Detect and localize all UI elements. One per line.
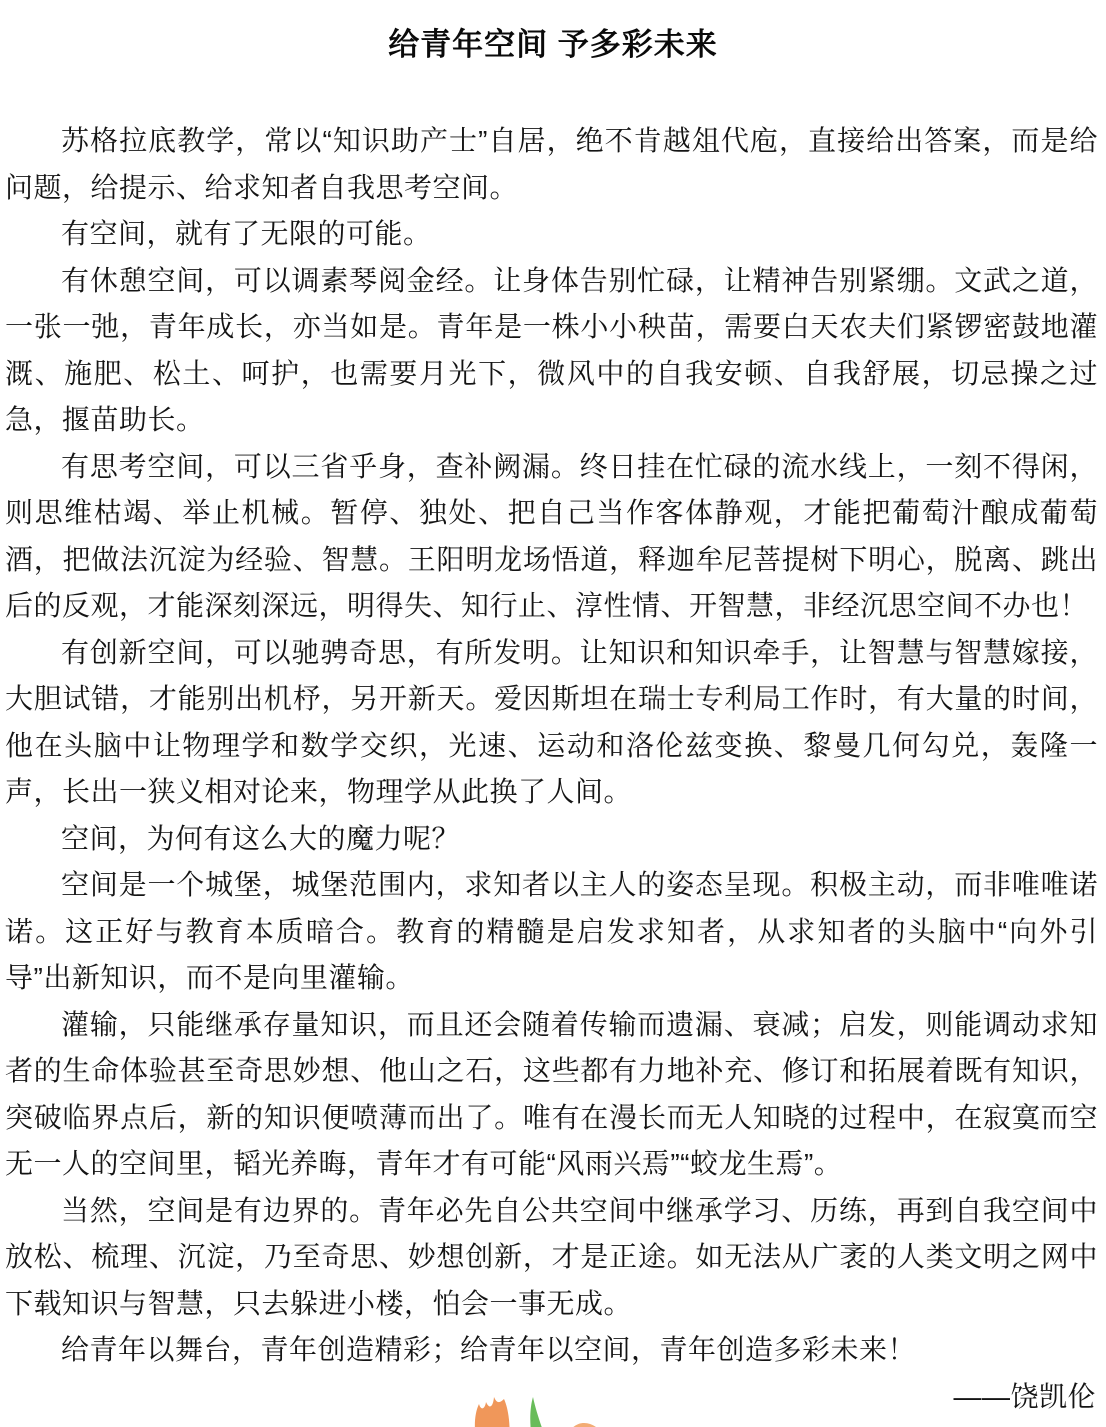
paragraph-socrates: 苏格拉底教学，常以“知识助产士”自居，绝不肯越俎代庖，直接给出答案，而是给问题，给提示、给求知者自我思考空间。 (5, 125, 1098, 203)
paragraph-boundary: 当然，空间是有边界的。青年必先自公共空间中继承学习、历练，再到自我空间中放松、梳理、沉淀，乃至奇思、妙想创新，才是正途。如无法从广袤的人类文明之网中下载知识与智慧，只去躲进小楼，怕会一事无成。 (5, 1194, 1098, 1319)
author-signature: ——饶凯伦 (953, 1380, 1096, 1412)
paragraph-thinking-space: 有思考空间，可以三省乎身，查补阙漏。终日挂在忙碌的流水线上，一刻不得闲，则思维枯竭、举止机械。暂停、独处、把自己当作客体静观，才能把葡萄汁酿成葡萄酒，把做法沉淀为经验、智慧。王阳明龙场悟道，释迦牟尼菩提树下明心，脱离、跳出后的反观，才能深刻深远，明得失、知行止、淳性情、开智慧，非经沉思空间不办也！ (5, 450, 1098, 621)
tulip-petal-small-shape (567, 1423, 596, 1427)
page-title: 给青年空间 予多彩未来 (388, 27, 718, 62)
document-body (0, 118, 1106, 1374)
paragraph-innovation-space: 有创新空间，可以驰骋奇思，有所发明。让知识和知识牵手，让智慧与智慧嫁接，大胆试错，才能别出机杼，另开新天。爱因斯坦在瑞士专利局工作时，有大量的时间，他在头脑中让物理学和数学交织，光速、运动和洛伦兹变换、黎曼几何勾兑，轰隆一声，长出一狭义相对论来，物理学从此换了人间。 (5, 636, 1098, 807)
paragraph-magic-question: 空间，为何有这么大的魔力呢？ (61, 822, 461, 854)
paragraph-space-possibility: 有空间，就有了无限的可能。 (61, 218, 432, 249)
paragraph-castle: 空间是一个城堡，城堡范围内，求知者以主人的姿态呈现。积极主动，而非唯唯诺诺。这正好与教育本质暗合。教育的精髓是启发求知者，从求知者的头脑中“向外引导”出新知识，而不是向里灌输。 (5, 869, 1098, 993)
paragraph-conclusion: 给青年以舞台，青年创造精彩；给青年以空间，青年创造多彩未来！ (61, 1334, 917, 1365)
paragraph-infusion-vs-inspiration: 灌输，只能继承存量知识，而且还会随着传输而遗漏、衰减；启发，则能调动求知者的生命体验甚至奇思妙想、他山之石，这些都有力地补充、修订和拓展着既有知识，突破临界点后，新的知识便喷薄而出了。唯有在漫长而无人知晓的过程中，在寂寞而空无一人的空间里，韬光养晦，青年才有可能“风雨兴焉”“蛟龙生焉”。 (5, 1008, 1098, 1179)
paragraph-rest-space: 有休憩空间，可以调素琴阅金经。让身体告别忙碌，让精神告别紧绷。文武之道，一张一弛，青年成长，亦当如是。青年是一株小小秧苗，需要白天农夫们紧锣密鼓地灌溉、施肥、松土、呵护，也需要月光下，微风中的自我安顿、自我舒展，切忌操之过急，揠苗助长。 (5, 264, 1098, 435)
